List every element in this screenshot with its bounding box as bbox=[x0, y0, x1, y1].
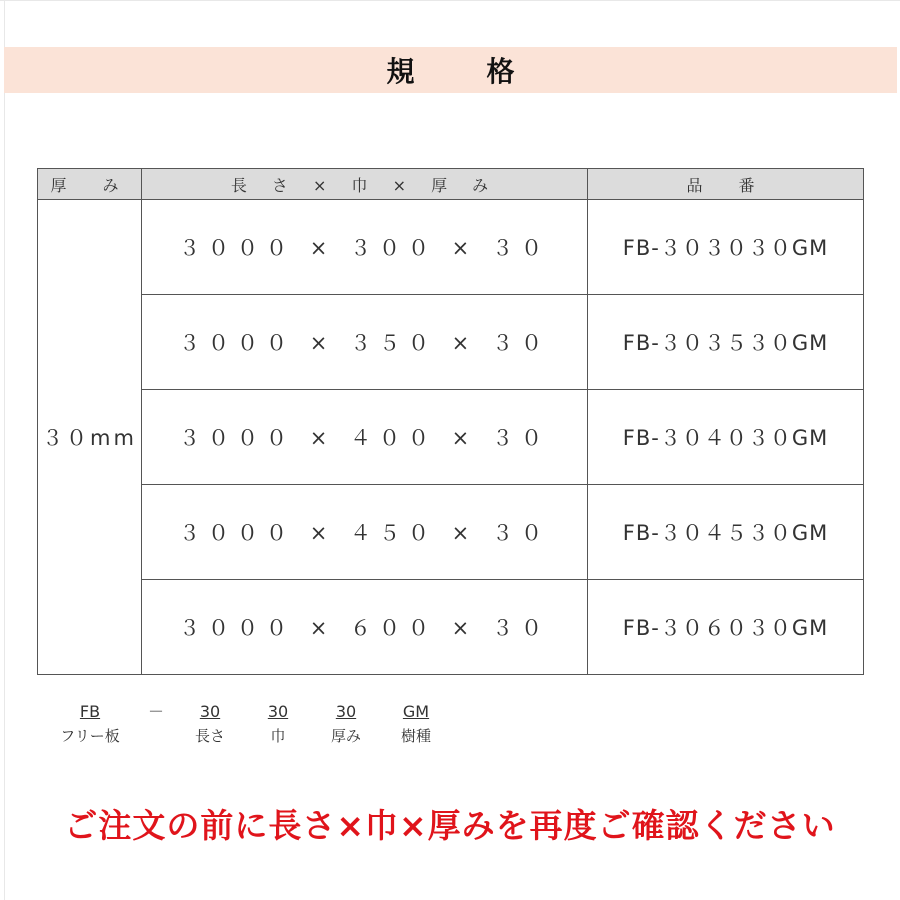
product-code-cell: FB-３０３０３０GM bbox=[588, 200, 864, 295]
legend-code: 30 bbox=[267, 702, 289, 721]
legend-label: フリー板 bbox=[60, 727, 120, 745]
table-header-row bbox=[38, 169, 864, 200]
legend-code: 30 bbox=[199, 702, 221, 721]
legend-dash: － bbox=[147, 702, 164, 721]
header-thickness: 厚 み bbox=[38, 169, 142, 200]
product-code-cell: FB-３０４０３０GM bbox=[588, 390, 864, 485]
legend-label: 樹種 bbox=[400, 727, 431, 745]
legend-label: 厚み bbox=[330, 727, 361, 745]
title-banner bbox=[4, 47, 897, 93]
legend-item-fb bbox=[52, 700, 128, 748]
table-row bbox=[38, 295, 864, 390]
table-row bbox=[38, 485, 864, 580]
table-row bbox=[38, 200, 864, 295]
dimensions-cell: ３０００ × ３００ × ３０ bbox=[142, 200, 588, 295]
legend-label: 長さ bbox=[194, 727, 225, 745]
legend-label: 巾 bbox=[270, 727, 286, 745]
product-code-cell: FB-３０６０３０GM bbox=[588, 580, 864, 675]
legend-item-width bbox=[254, 700, 302, 748]
table-row bbox=[38, 390, 864, 485]
product-code-cell: FB-３０４５３０GM bbox=[588, 485, 864, 580]
header-product-code: 品 番 bbox=[588, 169, 864, 200]
page-title: 規 格 bbox=[386, 55, 537, 88]
dimensions-cell: ３０００ × ３５０ × ３０ bbox=[142, 295, 588, 390]
legend-item-dash bbox=[144, 700, 168, 724]
order-notice: ご注文の前に長さ×巾×厚みを再度ご確認ください bbox=[64, 806, 836, 845]
dimensions-cell: ３０００ × ４５０ × ３０ bbox=[142, 485, 588, 580]
legend-item-thickness bbox=[322, 700, 370, 748]
product-code-cell: FB-３０３５３０GM bbox=[588, 295, 864, 390]
legend-code: GM bbox=[402, 702, 430, 721]
legend-item-length bbox=[186, 700, 234, 748]
header-dimensions: 長 さ × 巾 × 厚 み bbox=[142, 169, 588, 200]
left-border bbox=[4, 0, 5, 900]
thickness-cell: ３０mm bbox=[38, 200, 142, 675]
table-row bbox=[38, 580, 864, 675]
spec-table bbox=[37, 168, 864, 675]
top-border bbox=[0, 0, 900, 1]
legend-code: 30 bbox=[335, 702, 357, 721]
legend-item-wood-species bbox=[388, 700, 444, 748]
dimensions-cell: ３０００ × ４００ × ３０ bbox=[142, 390, 588, 485]
dimensions-cell: ３０００ × ６００ × ３０ bbox=[142, 580, 588, 675]
legend-code: FB bbox=[79, 702, 101, 721]
